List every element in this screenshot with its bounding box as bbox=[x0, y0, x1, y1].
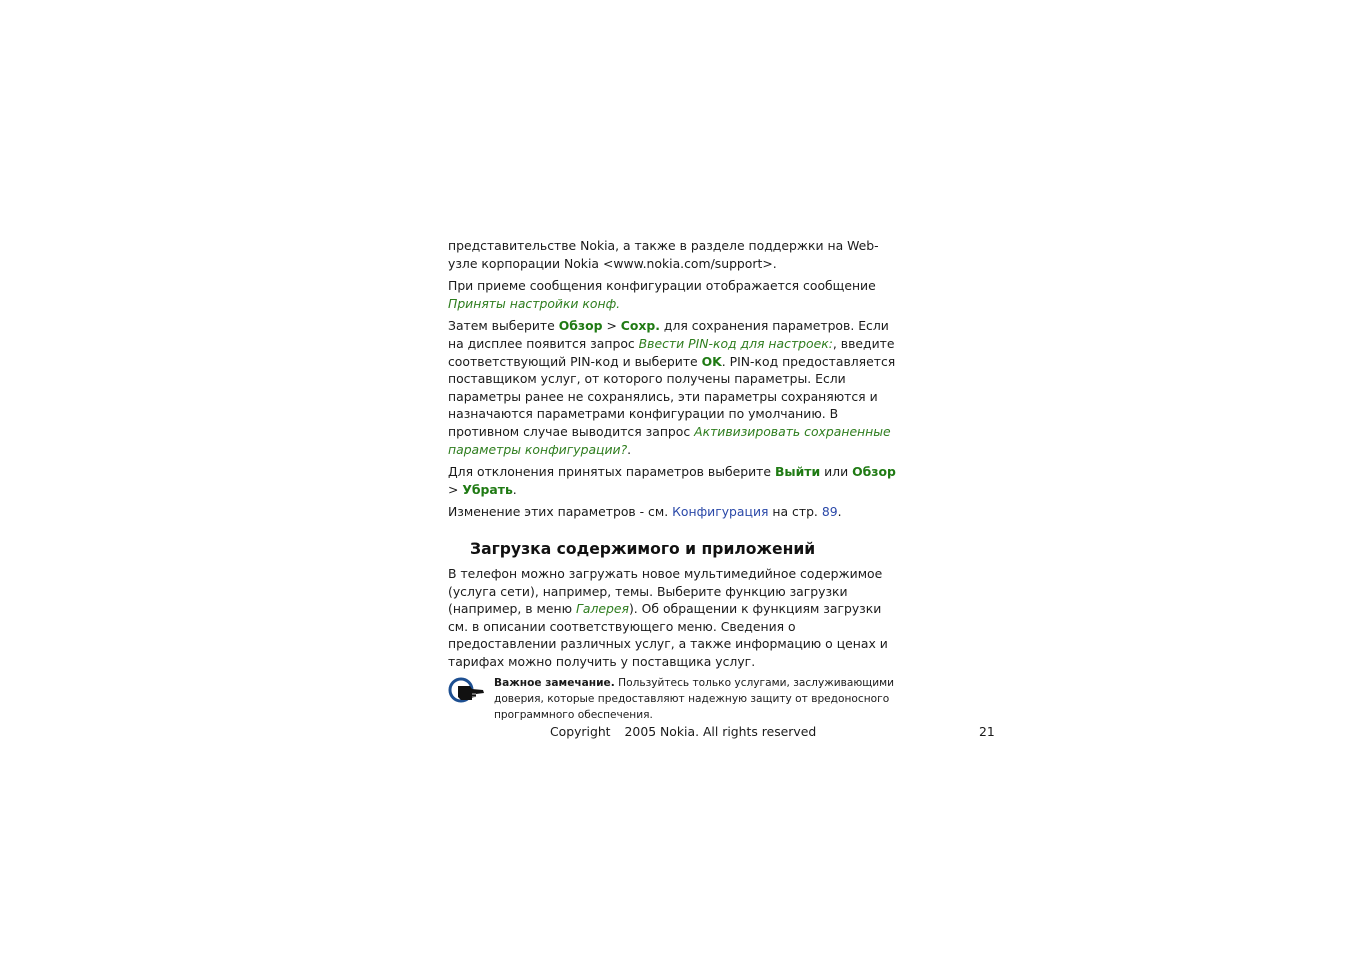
important-note bbox=[448, 675, 904, 723]
save-text-3: для сохранения параметров. Если на дисплее появится запрос bbox=[448, 318, 889, 351]
reject-text-3: > bbox=[448, 481, 463, 497]
intro-paragraph bbox=[448, 237, 904, 272]
see-also-text-1: Изменение этих параметров - см. bbox=[448, 504, 673, 520]
menu-option-discard: Убрать bbox=[462, 481, 513, 497]
save-text-6: . bbox=[627, 441, 632, 457]
footer-copyright bbox=[550, 723, 816, 740]
downloads-text-1: В телефон можно загружать новое мультимедийное содержимое (услуга сети), например, темы. Выберите функцию загрузки (например, в меню bbox=[448, 565, 883, 617]
save-text-4: , введите соответствующий PIN-код и выберите bbox=[448, 335, 895, 369]
page-body bbox=[448, 237, 904, 723]
menu-option-ok: OK bbox=[701, 353, 722, 369]
see-also-text-3: . bbox=[837, 504, 842, 520]
copyright-word: Copyright bbox=[550, 724, 611, 739]
reject-text-2: или bbox=[820, 464, 853, 480]
pin-prompt-message: Ввести PIN-код для настроек: bbox=[638, 335, 833, 351]
reject-settings-paragraph bbox=[448, 463, 904, 498]
menu-option-view: Обзор bbox=[558, 318, 603, 334]
gallery-menu-name: Галерея bbox=[575, 601, 629, 617]
copyright-rest: 2005 Nokia. All rights reserved bbox=[624, 724, 817, 739]
menu-option-exit: Выйти bbox=[774, 464, 821, 480]
page-number: 21 bbox=[979, 724, 995, 739]
page-89-link[interactable]: 89 bbox=[821, 504, 838, 520]
configuration-link[interactable]: Конфигурация bbox=[672, 504, 769, 520]
see-also-paragraph bbox=[448, 503, 904, 521]
reject-text-4: . bbox=[512, 481, 517, 497]
downloads-paragraph bbox=[448, 565, 904, 671]
section-heading: Загрузка содержимого и приложений bbox=[470, 539, 816, 558]
pointing-hand-icon bbox=[448, 677, 486, 705]
config-message-paragraph bbox=[448, 277, 904, 312]
downloads-text-2: ). Об обращении к функциям загрузки см. в описании соответствующего меню. Сведения о предоставлении различных услуг, а также информацию о ценах и тарифах можно получить у поставщика услуг. bbox=[448, 601, 888, 669]
save-text-5: . PIN-код предоставляется поставщиком услуг, от которого получены параметры. Если параметры ранее не сохранялись, эти параметры сохраняются и назначаются параметрами конфигурации по умолчанию. В противном случае выводится запрос bbox=[448, 353, 896, 439]
save-text-1: Затем выберите bbox=[448, 318, 559, 334]
see-also-text-2: на стр. bbox=[768, 504, 822, 520]
reject-text-1: Для отклонения принятых параметров выберите bbox=[448, 464, 775, 480]
intro-text: представительстве Nokia, а также в разделе поддержки на Web-узле корпорации Nokia <www.nokia.com/support>. bbox=[448, 238, 879, 271]
note-label: Важное замечание. bbox=[494, 677, 615, 690]
menu-option-view-2: Обзор bbox=[852, 464, 896, 480]
save-text-2: > bbox=[602, 318, 621, 334]
note-text: Пользуйтесь только услугами, заслуживающими доверия, которые предоставляют надежную защиту от вредоносного программного обеспечения. bbox=[494, 677, 895, 722]
config-received-message: Приняты настройки конф. bbox=[448, 295, 621, 311]
activate-prompt-message: Активизировать сохраненные параметры конфигурации? bbox=[448, 423, 891, 457]
menu-option-save: Сохр. bbox=[620, 318, 660, 334]
save-settings-paragraph bbox=[448, 317, 904, 458]
config-message-text: При приеме сообщения конфигурации отображается сообщение bbox=[448, 278, 876, 294]
